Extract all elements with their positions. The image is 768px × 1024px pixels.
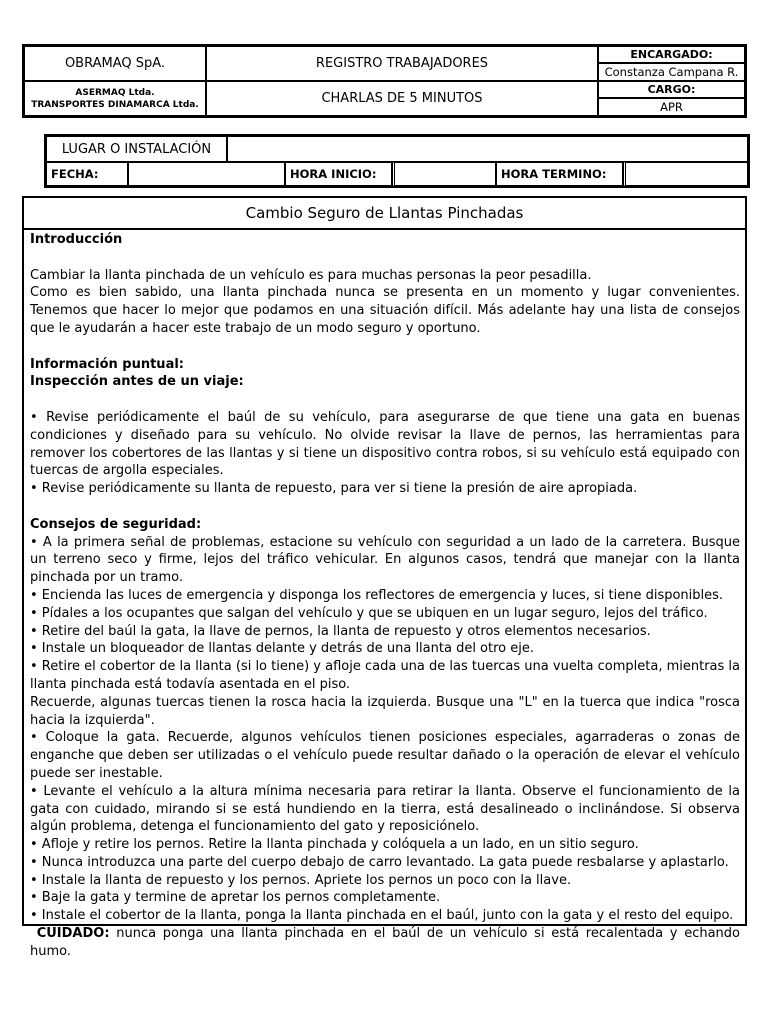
companies-list: [24, 81, 206, 116]
safety-item: • Pídales a los ocupantes que salgan del vehículo y que se ubiquen en un lugar seguro, lejos del tráfico.: [30, 605, 708, 621]
document-title: Cambio Seguro de Llantas Pinchadas: [24, 198, 745, 230]
document-body: [30, 231, 740, 961]
fecha-field[interactable]: [128, 162, 285, 186]
safety-item: Recuerde, algunas tuercas tienen la rosca hacia la izquierda. Busque una "L" en la tuerca que indica "rosca hacia la izquierda".: [30, 694, 740, 728]
cargo-label: CARGO:: [598, 81, 745, 98]
hora-inicio-field[interactable]: [392, 162, 496, 186]
hora-termino-label: HORA TERMINO:: [496, 162, 623, 186]
safety-item: • Nunca introduzca una parte del cuerpo debajo de carro levantado. La gata puede resbalarse y aplastarlo.: [30, 854, 729, 870]
safety-item: • A la primera señal de problemas, estacione su vehículo con seguridad a un lado de la carretera. Busque un terreno seco y firme, lejos del tráfico vehicular. En algunos casos, tendrá que manejar con la llanta pinchada por un tramo.: [30, 534, 740, 586]
inspection-item: • Revise periódicamente el baúl de su vehículo, para asegurarse de que tiene una gata en buenas condiciones y diseñado para su vehículo. No olvide revisar la llave de pernos, las herramientas para remover los cobertores de las llantas y si tiene un dispositivo contra robos, si su vehículo está equipado con tuercas de argolla especiales.: [30, 409, 740, 479]
registry-title: REGISTRO TRABAJADORES: [206, 46, 598, 81]
content-block: [22, 196, 747, 959]
safety-item: • Coloque la gata. Recuerde, algunos vehículos tienen posiciones especiales, agarraderas o zonas de enganche que deben ser utilizadas o el vehículo puede resultar dañado o la operación de elevar el vehículo puede ser inestable.: [30, 730, 740, 781]
safety-item: • Levante el vehículo a la altura mínima necesaria para retirar la llanta. Observe el funcionamiento de la gata con cuidado, mirando si se está hundiendo en la tierra, está desalineado o inclinándose. Si observa algún problema, detenga el funcionamiento del gato y reposiciónelo.: [30, 783, 740, 835]
safety-item: • Encienda las luces de emergencia y disponga los reflectores de emergencia y luces, si tiene disponibles.: [30, 587, 724, 603]
cargo-value: APR: [598, 98, 745, 116]
lugar-field[interactable]: [227, 136, 748, 162]
safety-item: • Retire del baúl la gata, la llave de pernos, la llanta de repuesto y otros elementos necesarios.: [30, 623, 651, 639]
hora-inicio-label: HORA INICIO:: [285, 162, 392, 186]
safety-item: • Instale la llanta de repuesto y los pernos. Apriete los pernos un poco con la llave.: [30, 872, 572, 888]
safety-item: • Baje la gata y termine de apretar los pernos completamente.: [30, 890, 441, 906]
safety-item: • Afloje y retire los pernos. Retire la llanta pinchada y colóquela a un lado, en un sitio seguro.: [30, 837, 639, 853]
info-heading: Información puntual:: [30, 356, 184, 372]
caution-label: CUIDADO:: [36, 926, 110, 942]
safety-item: • Instale un bloqueador de llantas delante y detrás de una llanta del otro eje.: [30, 641, 534, 657]
header-block: [22, 44, 747, 118]
fecha-label: FECHA:: [46, 162, 128, 186]
safety-item: • Instale el cobertor de la llanta, ponga la llanta pinchada en el baúl, junto con la gata y el resto del equipo.: [30, 908, 734, 924]
encargado-label: ENCARGADO:: [598, 46, 745, 63]
intro-paragraph-1: Cambiar la llanta pinchada de un vehículo es para muchas personas la peor pesadilla.: [30, 267, 592, 283]
hora-termino-field[interactable]: [623, 162, 748, 186]
safety-item: • Retire el cobertor de la llanta (si lo tiene) y afloje cada una de las tuercas una vuelta completa, mientras la llanta pinchada está todavía asentada en el piso.: [30, 659, 740, 692]
company-line-1: ASERMAQ Ltda.: [75, 87, 155, 98]
intro-heading: Introducción: [30, 232, 123, 247]
encargado-value: Constanza Campana R.: [598, 63, 745, 81]
company-name: OBRAMAQ SpA.: [24, 46, 206, 81]
company-line-2: TRANSPORTES DINAMARCA Ltda.: [31, 99, 199, 110]
location-block: [44, 134, 750, 188]
caution-text: nunca ponga una llanta pinchada en el baúl de un vehículo si está recalentada y echando humo.: [30, 926, 740, 959]
lugar-label: LUGAR O INSTALACIÓN: [46, 136, 227, 162]
talk-title: CHARLAS DE 5 MINUTOS: [206, 81, 598, 116]
inspection-heading: Inspección antes de un viaje:: [30, 374, 244, 390]
safety-heading: Consejos de seguridad:: [30, 516, 202, 532]
inspection-item: • Revise periódicamente su llanta de repuesto, para ver si tiene la presión de aire apropiada.: [30, 481, 638, 497]
caution-note: [30, 925, 740, 961]
intro-paragraph-2: Como es bien sabido, una llanta pinchada nunca se presenta en un momento y lugar convenientes. Tenemos que hacer lo mejor que podamos en una situación difícil. Más adelante hay una lista de consejos que le ayudarán a hacer este trabajo de un modo seguro y oportuno.: [30, 285, 740, 336]
